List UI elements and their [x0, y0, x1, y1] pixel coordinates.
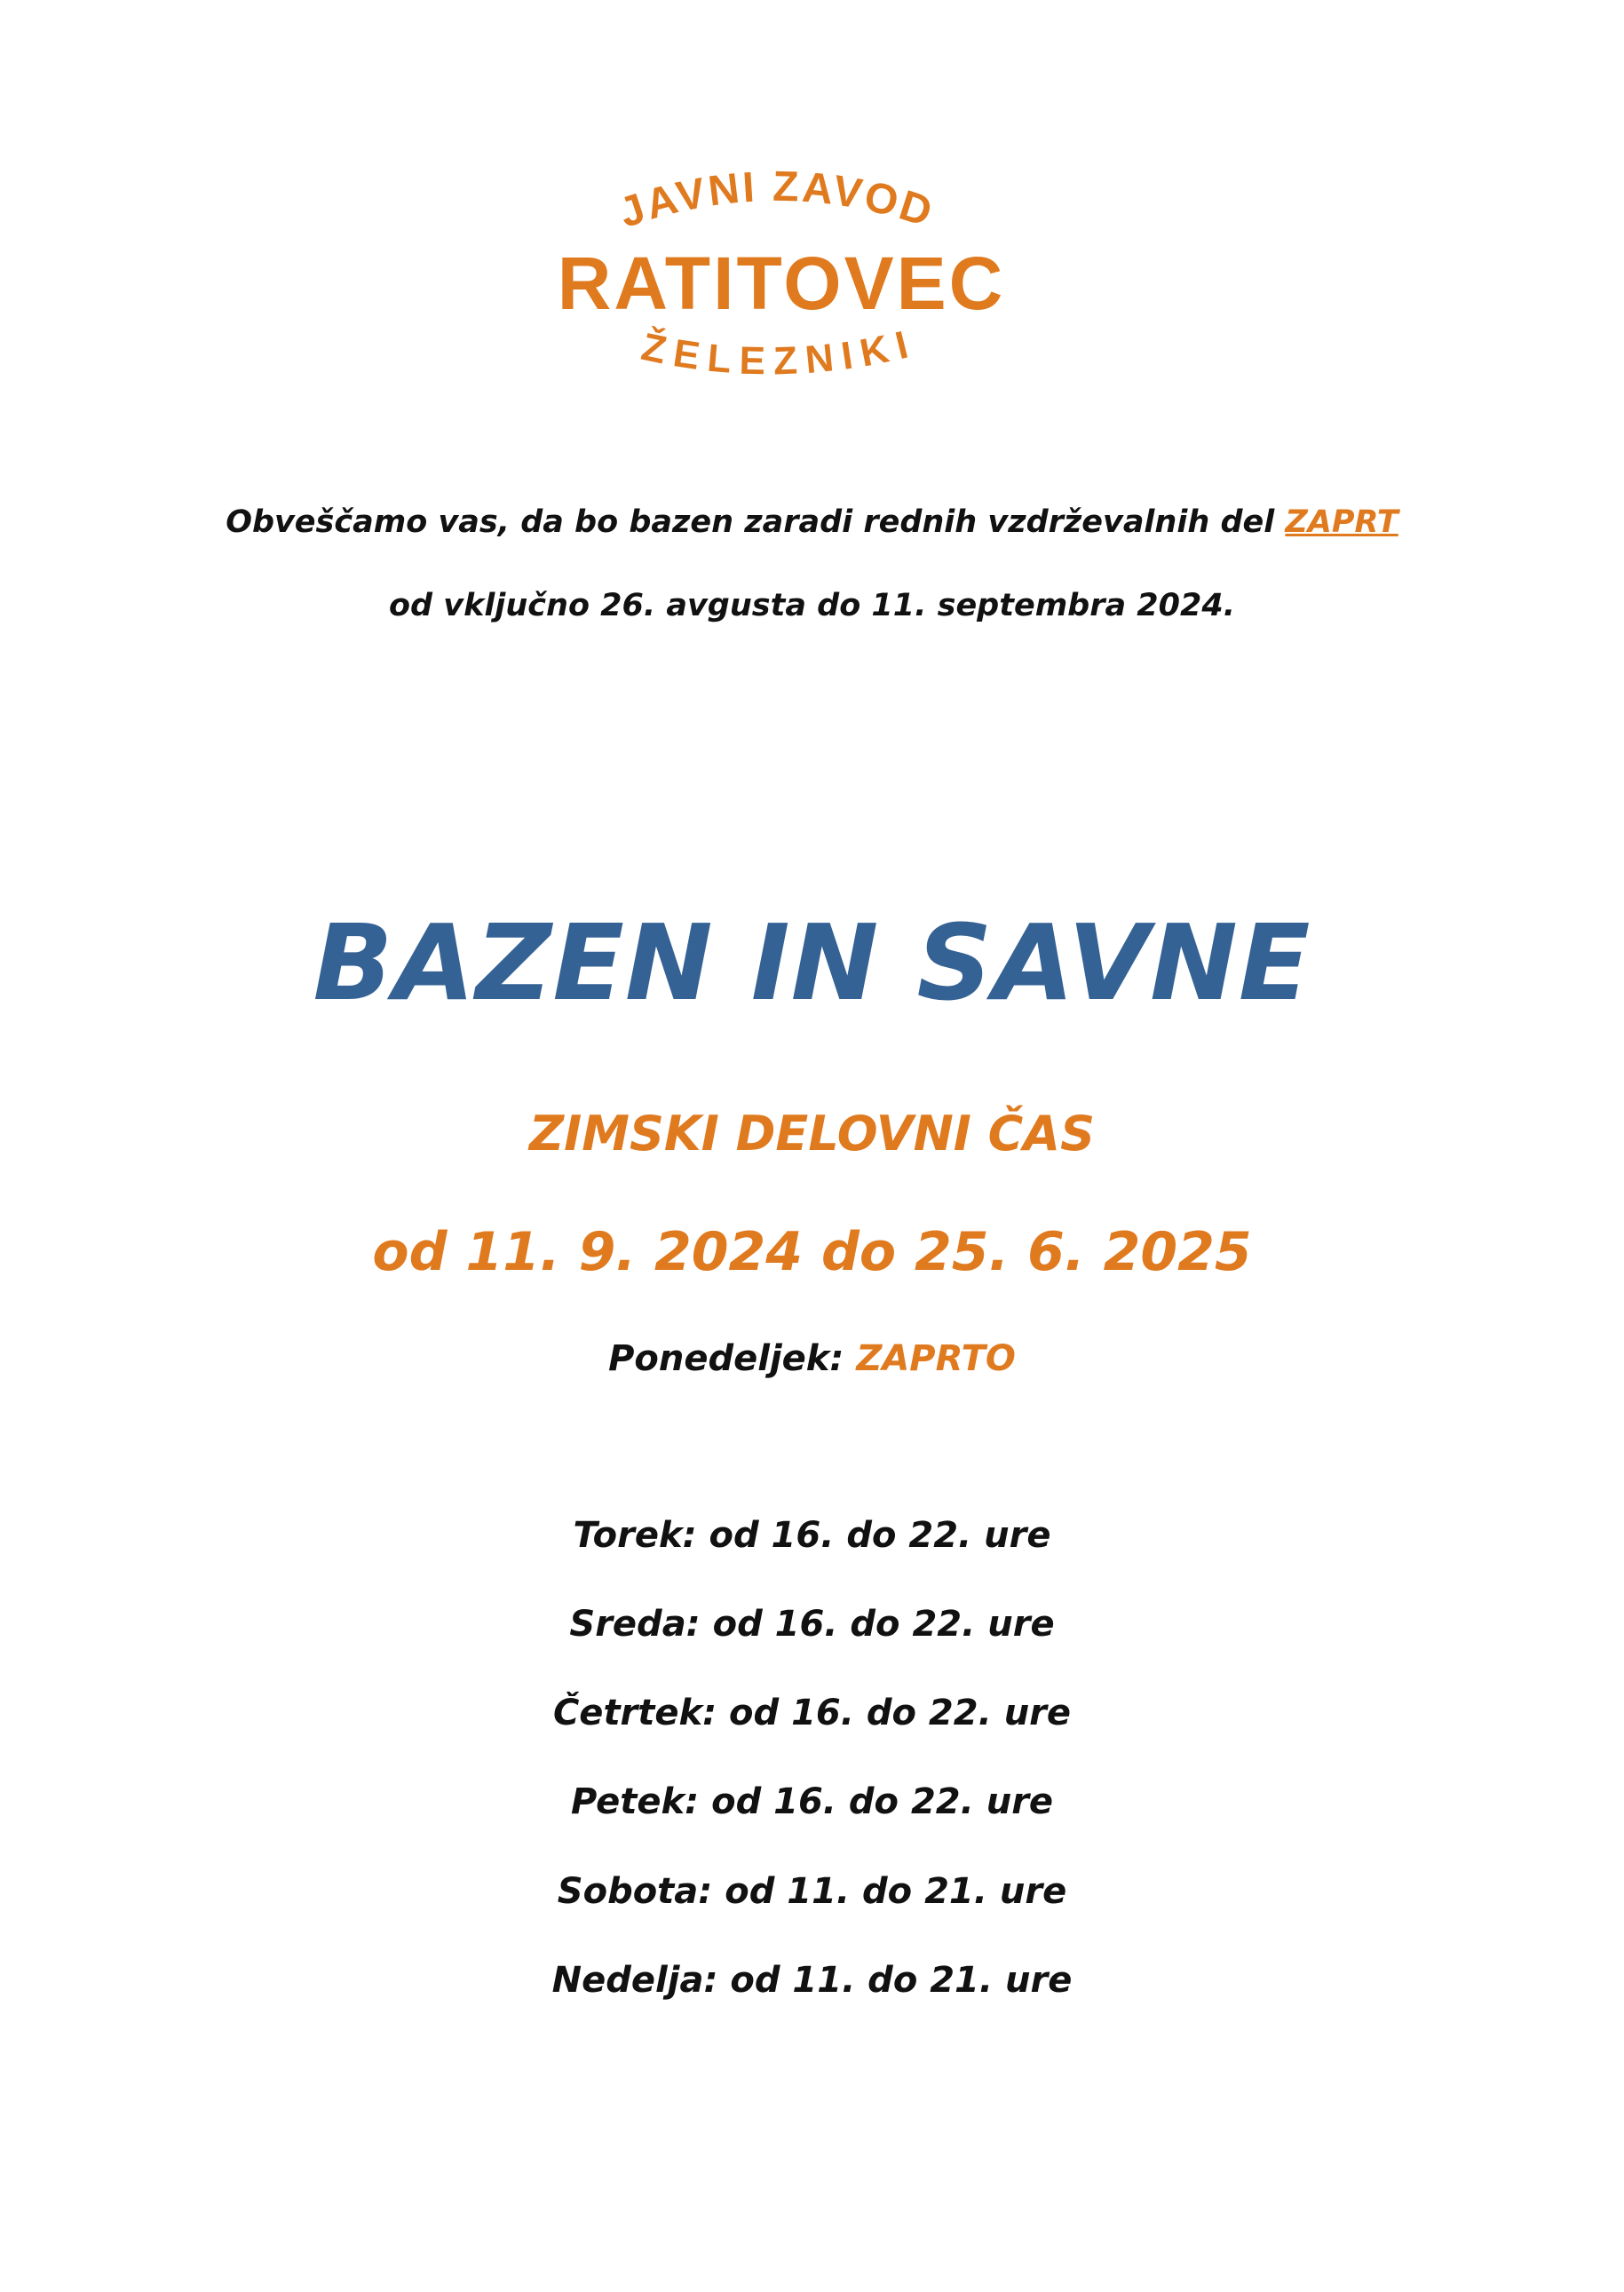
- schedule-friday: Petek: od 16. do 22. ure: [570, 1781, 1054, 1822]
- schedule-tuesday: Torek: od 16. do 22. ure: [573, 1515, 1051, 1556]
- schedule-thursday: Četrtek: od 16. do 22. ure: [552, 1693, 1072, 1733]
- logo-line-top: JAVNI ZAVOD: [614, 169, 940, 237]
- schedule-period: od 11. 9. 2024 do 25. 6. 2025: [372, 1221, 1252, 1283]
- schedule-wednesday: Sreda: od 16. do 22. ure: [569, 1604, 1055, 1645]
- logo-line-main: RATITOVEC: [557, 242, 1006, 325]
- monday-label: Ponedeljek:: [608, 1338, 857, 1379]
- schedule-subtitle: ZIMSKI DELOVNI ČAS: [529, 1106, 1095, 1162]
- schedule-monday: [0, 1338, 1624, 1379]
- closure-dates: od vključno 26. avgusta do 11. septembra 2024.: [389, 588, 1235, 623]
- logo-line-bottom: ŽELEZNIKI: [638, 321, 921, 384]
- closure-notice: [0, 504, 1624, 540]
- closure-notice-text: Obveščamo vas, da bo bazen zaradi rednih vzdrževalnih del: [226, 504, 1286, 540]
- monday-status: ZAPRTO: [856, 1338, 1016, 1379]
- schedule-sunday: Nedelja: od 11. do 21. ure: [551, 1960, 1073, 2001]
- closure-status-highlight: ZAPRT: [1285, 504, 1398, 540]
- institution-logo: [542, 169, 1021, 400]
- schedule-saturday: Sobota: od 11. do 21. ure: [557, 1871, 1067, 1912]
- page-title: BAZEN IN SAVNE: [313, 901, 1311, 1024]
